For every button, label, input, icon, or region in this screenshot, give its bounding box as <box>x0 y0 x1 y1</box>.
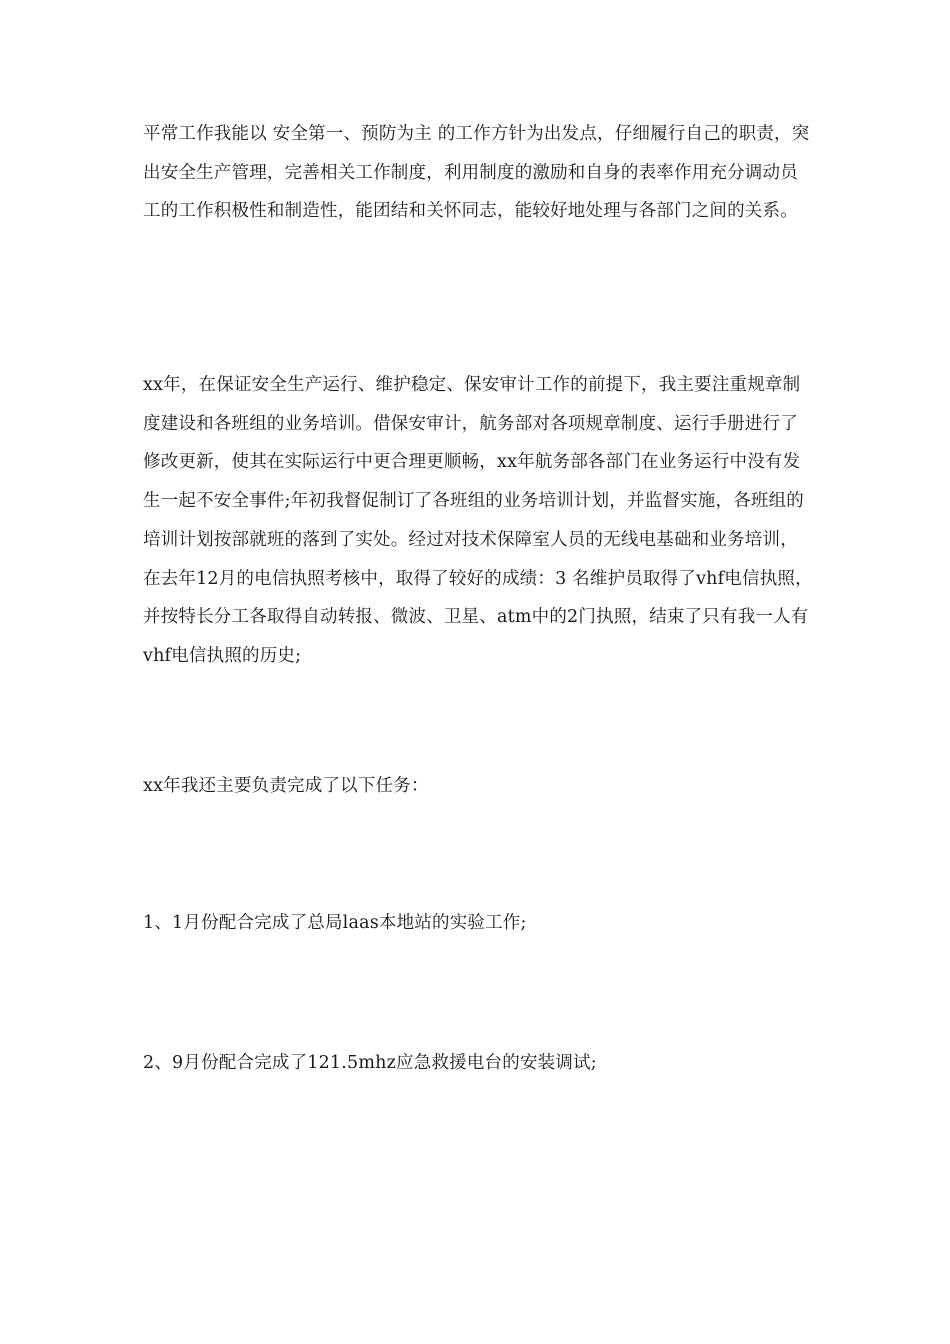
paragraph-work-policy: 平常工作我能以 安全第一、预防为主 的工作方针为出发点，仔细履行自己的职责，突出安全生产管理，完善相关工作制度，利用制度的激励和自身的表率作用充分调动员工的工作积极性和制造性，能团结和关怀同志，能较好地处理与各部门之间的关系。 <box>143 124 810 222</box>
paragraph-tasks-intro: xx年我还主要负责完成了以下任务： <box>143 776 429 796</box>
task-item-1: 1、1月份配合完成了总局laas本地站的实验工作; <box>143 913 527 933</box>
paragraph-annual-training: xx年，在保证安全生产运行、维护稳定、保安审计工作的前提下，我主要注重规章制度建设和各班组的业务培训。借保安审计，航务部对各项规章制度、运行手册进行了修改更新，使其在实际运行中更合理更顺畅，xx年航务部各部门在业务运行中没有发生一起不安全事件;年初我督促制订了各班组的业务培训计划，并监督实施，各班组的培训计划按部就班的落到了实处。经过对技术保障室人员的无线电基础和业务培训，在去年12月的电信执照考核中，取得了较好的成绩：3 名维护员取得了vhf电信执照，并按特长分工各取得自动转报、微波、卫星、atm中的2门执照，结束了只有我一人有vhf电信执照的历史; <box>143 375 813 666</box>
task-item-2: 2、9月份配合完成了121.5mhz应急救援电台的安装调试; <box>143 1053 597 1073</box>
